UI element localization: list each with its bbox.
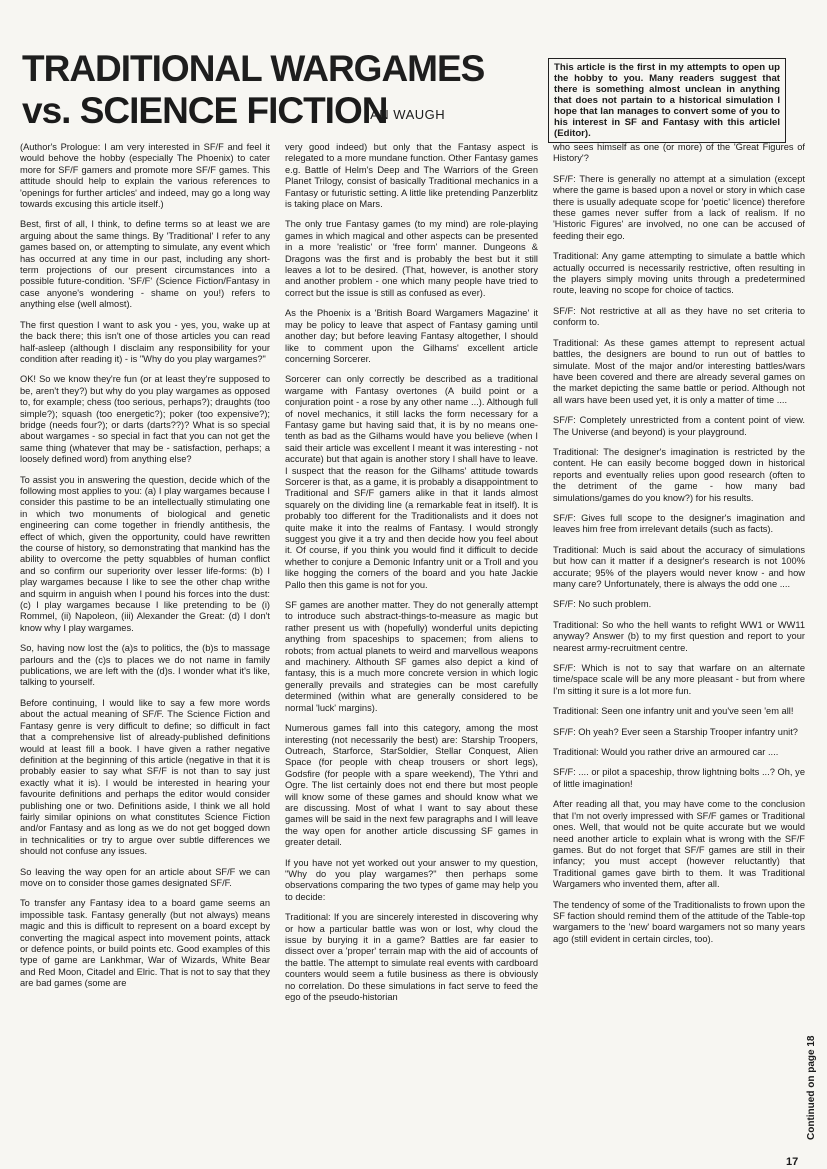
text-column-2 bbox=[285, 142, 538, 1141]
paragraph: Traditional: Would you rather drive an armoured car .... bbox=[553, 747, 779, 758]
paragraph: Traditional: If you are sincerely interested in discovering why or how a particular battle was won or lost, why cloud the issue by burying it in a game? Battles are far easier to dissect over a 'proper' terrain map with the aid of accounts of the battle. The attempt to simulate real events with cardboard counters would seem a futile business as there is obviously no correlation. Do these simulations in fact serve to feed the ego of the pseudo-historian bbox=[285, 912, 538, 1003]
paragraph: The only true Fantasy games (to my mind) are role-playing games in which magical and other aspects can be presented in a more 'realistic' or 'free form' manner. Dungeons & Dragons was the first and is probably the best but it still leaves a lot to be desired. (That, however, is another story and another problem - one which many people have tried to correct but the issue is still as confused as ever). bbox=[285, 219, 538, 298]
paragraph: SF/F: Which is not to say that warfare on an alternate time/space scale will be any more pleasant - but from where I'm sitting it sure is a lot more fun. bbox=[553, 663, 805, 696]
paragraph: SF/F: Completely unrestricted from a content point of view. The Universe (and beyond) is your playground. bbox=[553, 415, 805, 437]
paragraph: Traditional: As these games attempt to represent actual battles, the designers are bound to run out of battles to simulate. Most of the major and/or interesting battles/wars have been covered and there are already several games on the market depicting the same battle or period. Although not all wars have been used yet, it is only a matter of time .... bbox=[553, 337, 805, 405]
text-column-1 bbox=[20, 142, 270, 1141]
paragraph: SF/F: Not restrictive at all as they have no set criteria to conform to. bbox=[553, 305, 805, 328]
article-title-line-1: TRADITIONAL WARGAMES bbox=[22, 48, 485, 89]
article-author: IAN WAUGH bbox=[366, 107, 446, 122]
paragraph: Before continuing, I would like to say a few more words about the actual meaning of SF/F. The Science Fiction and Fantasy genre is very difficult to define; so difficult in fact that a comprehensive list of already-published definitions would at least fill a book. I have given a rather negative definition at the beginning of this article (negative in that it is probably easier to say what SF/F is not than to say just exactly what it is). I would be interested in hearing your favourite definitions and perhaps the editor would consider publishing one or two. Definitions aside, I think we all hold fairly similar opinions on what constitutes Science Fiction and/or Fantasy and as long as we do not get bogged down in technicalities or try to argue over subtle differences we should not confuse any issues. bbox=[20, 697, 270, 857]
paragraph: who sees himself as one (or more) of the 'Great Figures of History'? bbox=[553, 142, 805, 164]
paragraph: Traditional: The designer's imagination is restricted by the content. He can easily become bogged down in historical reports and eventually relies upon good research (often to the detriment of the game - how many bad simulations/games do you know?) for his results. bbox=[553, 446, 805, 503]
paragraph: SF/F: No such problem. bbox=[553, 599, 652, 610]
paragraph: The tendency of some of the Traditionalists to frown upon the SF faction should remind them of the attitude of the Table-top wargamers to the 'new' board wargamers not so many years ago (still evident in certain circles, too). bbox=[553, 899, 805, 944]
paragraph: So, having now lost the (a)s to politics, the (b)s to massage parlours and the (c)s to places we do not name in family publications, we are left with the (d)s. I wonder what it's like, talking to yourself. bbox=[20, 643, 270, 688]
editor-note-box: This article is the first in my attempts to open up the hobby to you. Many readers suggest that there is something almost unclean in anything that does not partain to a historical simulation I hope that Ian manages to convert some of you to his interest in SF and Fantasy with this articlel (Editor). bbox=[548, 58, 786, 143]
paragraph: So leaving the way open for an article about SF/F we can move on to consider those games designated SF/F. bbox=[20, 866, 270, 888]
paragraph: (Author's Prologue: I am very interested in SF/F and feel it would behove the hobby (especially The Phoenix) to cater more for SF/F gamers and promote more SF/F games. This attitude should help to explain the various references to 'openings for further articles' and indeed, may go a long way towards excusing this article itself.) bbox=[20, 142, 270, 210]
paragraph: Traditional: So who the hell wants to refight WW1 or WW11 anyway? Answer (b) to my first question and report to your nearest army-recruitment centre. bbox=[553, 619, 805, 653]
paragraph: After reading all that, you may have come to the conclusion that I'm not overly impressed with SF/F games or Traditional ones. Well, that would not be quite accurate but we would need another article to explain what is wrong with the SF/F games. But do not forget that SF/F games are still in their infancy; you must accept (however reluctantly) that Traditional games gave birth to them. It was Traditional Wargamers who invented them, after all. bbox=[553, 799, 805, 890]
paragraph: OK! So we know they're fun (or at least they're supposed to be, aren't they?) but why do you play wargames as opposed to, for example; chess (too serious, perhaps?); draughts (too simple?); squash (too energetic?); poker (too expensive?); bridge (needs four?); or darts (darts??)? What is so special about wargames - so special in fact that you can not get the same thing (whatever that may be - satisfaction, perhaps; a loosely defined word) from anything else? bbox=[20, 374, 270, 465]
paragraph: very good indeed) but only that the Fantasy aspect is relegated to a more mundane function. Other Fantasy games e.g. Battle of Helm's Deep and The Warriors of the Green Planet Trilogy, consist of basically Traditional mechanics in a Fantasy or futuristic setting. A little like pretending Panzerblitz is taking place on Mars. bbox=[285, 142, 538, 210]
article-title-line-2: vs. SCIENCE FICTION bbox=[22, 90, 388, 131]
paragraph: To assist you in answering the question, decide which of the following most applies to you: (a) I play wargames because I consider this pastime to be an intellectually stimulating one in which two monuments of biological and genetic engineering can come together in friendly antithesis, the effect of which, given the opportunity, could have rewritten the course of history, so demonstrating that mankind has the ability to overcome the petty squabbles of human conflict and so confirm our superiority over lesser life-forms: (b) I play wargames because I like to see the other chap writhe and squirm in anguish when I pound his forces into the dust: (c) I play wargames because I like pretending to be (i) Rommel, (ii) Napoleon, (iii) Alexander the Great: (d) I don't know why I play wargames. bbox=[20, 474, 270, 633]
paragraph: SF/F: .... or pilot a spaceship, throw lightning bolts ...? Oh, ye of little imagination! bbox=[553, 767, 805, 789]
continued-note: Continued on page 18 bbox=[806, 1035, 817, 1140]
paragraph: SF games are another matter. They do not generally attempt to introduce such abstract-things-to-measure as magic but rather present us with (hopefully) wonderful units depicting anything from spaceships to spacemen; from aliens to robots; from actual planets to weird and marvellous weapons and machinery. Althouth SF games also depict a kind of fantasy, this is a much more concrete version in which logic generally prevails and strategies can be most carefully determined (within what are generally considered to be normal 'luck' margins). bbox=[285, 600, 538, 713]
paragraph: Numerous games fall into this category, among the most interesting (not necessarily the best) are: Starship Troopers, Outreach, Starforce, StarSoldier, Stellar Conquest, Alien Space (for people with cheap trousers or short legs), Godsfire (for people with a spare weekend), The Ythri and Ogre. The list certainly does not end there but most people will know some of these games and should know what we are discussing. Most of what I want to say about these games will be said in the next few paragraphs and I will leave the way open for another article discussing SF games in greater detail. bbox=[285, 723, 538, 848]
paragraph: The first question I want to ask you - yes, you, wake up at the back there; this isn't one of those articles you can read half-asleep (although I disclaim any responsibility for your condition after reading it) - is "Why do you play wargames?" bbox=[20, 319, 270, 364]
paragraph: SF/F: Oh yeah? Ever seen a Starship Trooper infantry unit? bbox=[553, 726, 798, 737]
paragraph: Traditional: Seen one infantry unit and you've seen 'em all! bbox=[553, 706, 794, 717]
paragraph: SF/F: There is generally no attempt at a simulation (except where the game is based upon a novel or story in which case there is usually adequate scope for 'poetic' licence) therefore these games never suffer from a lack of realism. If no 'Historic Figures' are involved, no one can be accused of feeding their ego. bbox=[553, 173, 805, 241]
paragraph: Traditional: Any game attempting to simulate a battle which actually occurred is necessarily restrictive, often resulting in the players simply moving units through a predetermined route, leaving no scope for choice of tactics. bbox=[553, 251, 805, 296]
paragraph: Traditional: Much is said about the accuracy of simulations but how can it matter if a designer's research is not 100% accurate; 95% of the players would never know - and how many care? Unfortunately, there is always the odd one .... bbox=[553, 544, 805, 589]
paragraph: If you have not yet worked out your answer to my question, "Why do you play wargames?" then perhaps some observations comparing the two types of game may help you to decide: bbox=[285, 857, 538, 902]
paragraph: SF/F: Gives full scope to the designer's imagination and leaves him free from irrelevant details (such as facts). bbox=[553, 512, 805, 535]
paragraph: As the Phoenix is a 'British Board Wargamers Magazine' it may be policy to leave that aspect of Fantasy gaming until another day; but before leaving Fantasy altogether, I should like to comment upon the Gilhams' excellent article concerning Sorcerer. bbox=[285, 308, 538, 364]
paragraph: Sorcerer can only correctly be described as a traditional wargame with Fantasy overtones (A build point or a conjuration point - a rose by any other name ...). Although full of novel mechanics, it still lacks the form necessary for a Fantasy game but having said that, it is by no means one-tenth as bad as the Gilhams would have you believe (when I said their article was excellent I meant it was interesting - not accurate) but that again is another story I shall have to leave. I suspect that the reason for the Gilhams' attitude towards Sorcerer is that, as a game, it is probably a disappointment to Traditional and SF/F gamers alike in that it lands almost squarely on the dividing line (a remarkable feat in itself). It is probably too different for the Traditionalists and it does not quite make it into the realms of Fantasy. I would strongly suggest you give it a try and then decide how you feel about it. Of course, if you think you would find it difficult to decide whether to conjure a Demonic Infantry unit or a Troll and you like hogging the corners of the board and you hate Jackie Pallo then this game is not for you. bbox=[285, 374, 538, 590]
text-column-3 bbox=[553, 142, 805, 1141]
page-number: 17 bbox=[786, 1156, 799, 1168]
paragraph: Best, first of all, I think, to define terms so at least we are arguing about the same things. By 'Traditional' I refer to any games based on, or attempting to simulate, any event which has occurred at any time in our past, including any short-term projections of our present circumstances into a possible future-condition. 'SF/F' (Science Fiction/Fantasy in case anyone's wondering - shame on you!) refers to anything else (well almost). bbox=[20, 219, 270, 310]
paragraph: To transfer any Fantasy idea to a board game seems an impossible task. Fantasy generally (but not always) means magic and this is difficult to represent on a board except by converting the magical aspect into movement points, attack or defence points, or build points etc. Good examples of this type of game are Lankhmar, War of Wizards, White Bear and Red Moon, Citadel and Elric. That is not to say that they are bad games (some are bbox=[20, 898, 270, 989]
